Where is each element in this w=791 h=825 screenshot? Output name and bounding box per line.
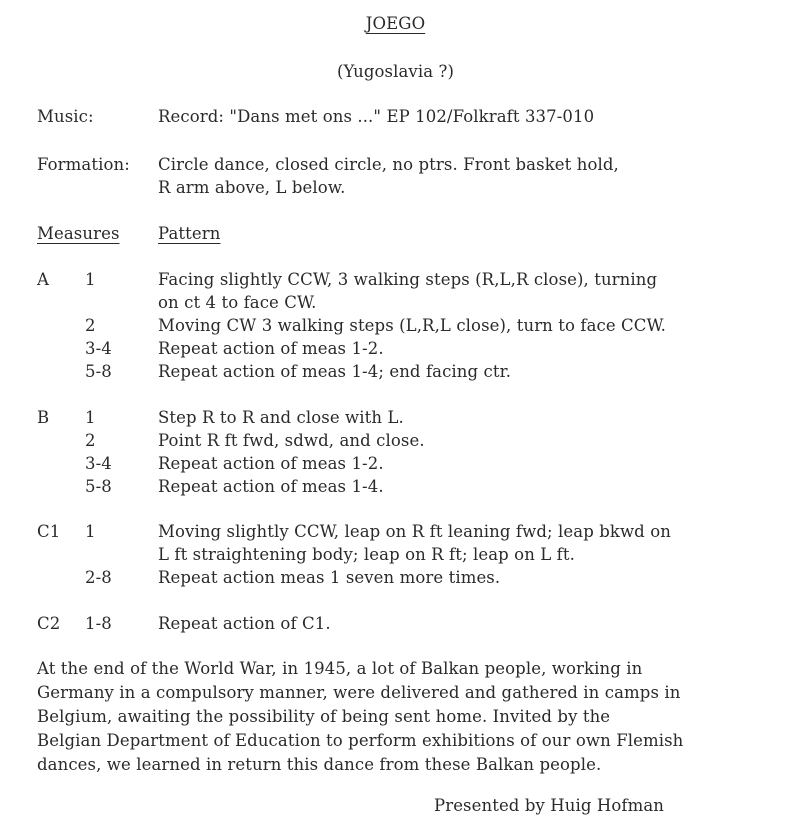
section-label: A [37,270,50,289]
section-label: B [37,408,50,427]
pattern-line: Repeat action of C1. [158,614,331,633]
section-label: C2 [37,614,61,633]
paragraph-line: Belgium, awaiting the possibility of being sent home. Invited by the [37,707,611,726]
dance-title [0,14,791,33]
dance-origin: (Yugoslavia ?) [337,62,454,81]
pattern-line: L ft straightening body; leap on R ft; leap on L ft. [158,545,575,564]
measure-number: 2-8 [85,568,112,587]
signature: Presented by Huig Hofman [434,796,664,815]
pattern-line: on ct 4 to face CW. [158,293,317,312]
measure-number: 5-8 [85,362,112,381]
music-text: Record: "Dans met ons ..." EP 102/Folkraft 337-010 [158,107,595,126]
pattern-line: Facing slightly CCW, 3 walking steps (R,L,R close), turning [158,270,658,289]
pattern-line: Repeat action of meas 1-2. [158,339,384,358]
pattern-line: Point R ft fwd, sdwd, and close. [158,431,425,450]
measure-number: 3-4 [85,454,112,473]
music-label: Music: [37,107,94,126]
measure-number: 1 [85,522,96,541]
measure-number: 5-8 [85,477,112,496]
pattern-line: Repeat action of meas 1-4. [158,477,384,496]
dance-title-text: JOEGO [365,14,426,33]
measure-number: 1-8 [85,614,112,633]
paragraph-line: Belgian Department of Education to perform exhibitions of our own Flemish [37,731,684,750]
formation-label: Formation: [37,155,130,174]
pattern-line: Repeat action of meas 1-2. [158,454,384,473]
paragraph-line: Germany in a compulsory manner, were delivered and gathered in camps in [37,683,681,702]
measure-number: 1 [85,408,96,427]
measure-number: 2 [85,316,96,335]
measures-header: Measures [37,224,120,243]
measure-number: 2 [85,431,96,450]
pattern-line: Step R to R and close with L. [158,408,404,427]
background-paragraph [37,657,782,777]
section-label: C1 [37,522,61,541]
pattern-line: Moving slightly CCW, leap on R ft leaning fwd; leap bkwd on [158,522,671,541]
formation-line: R arm above, L below. [158,178,346,197]
paragraph-line: At the end of the World War, in 1945, a lot of Balkan people, working in [37,659,643,678]
paragraph-line: dances, we learned in return this dance from these Balkan people. [37,755,602,774]
pattern-line: Repeat action of meas 1-4; end facing ctr. [158,362,512,381]
pattern-line: Repeat action meas 1 seven more times. [158,568,501,587]
measure-number: 1 [85,270,96,289]
measure-number: 3-4 [85,339,112,358]
pattern-line: Moving CW 3 walking steps (L,R,L close), turn to face CCW. [158,316,667,335]
formation-line: Circle dance, closed circle, no ptrs. Front basket hold, [158,155,619,174]
pattern-header: Pattern [158,224,221,243]
